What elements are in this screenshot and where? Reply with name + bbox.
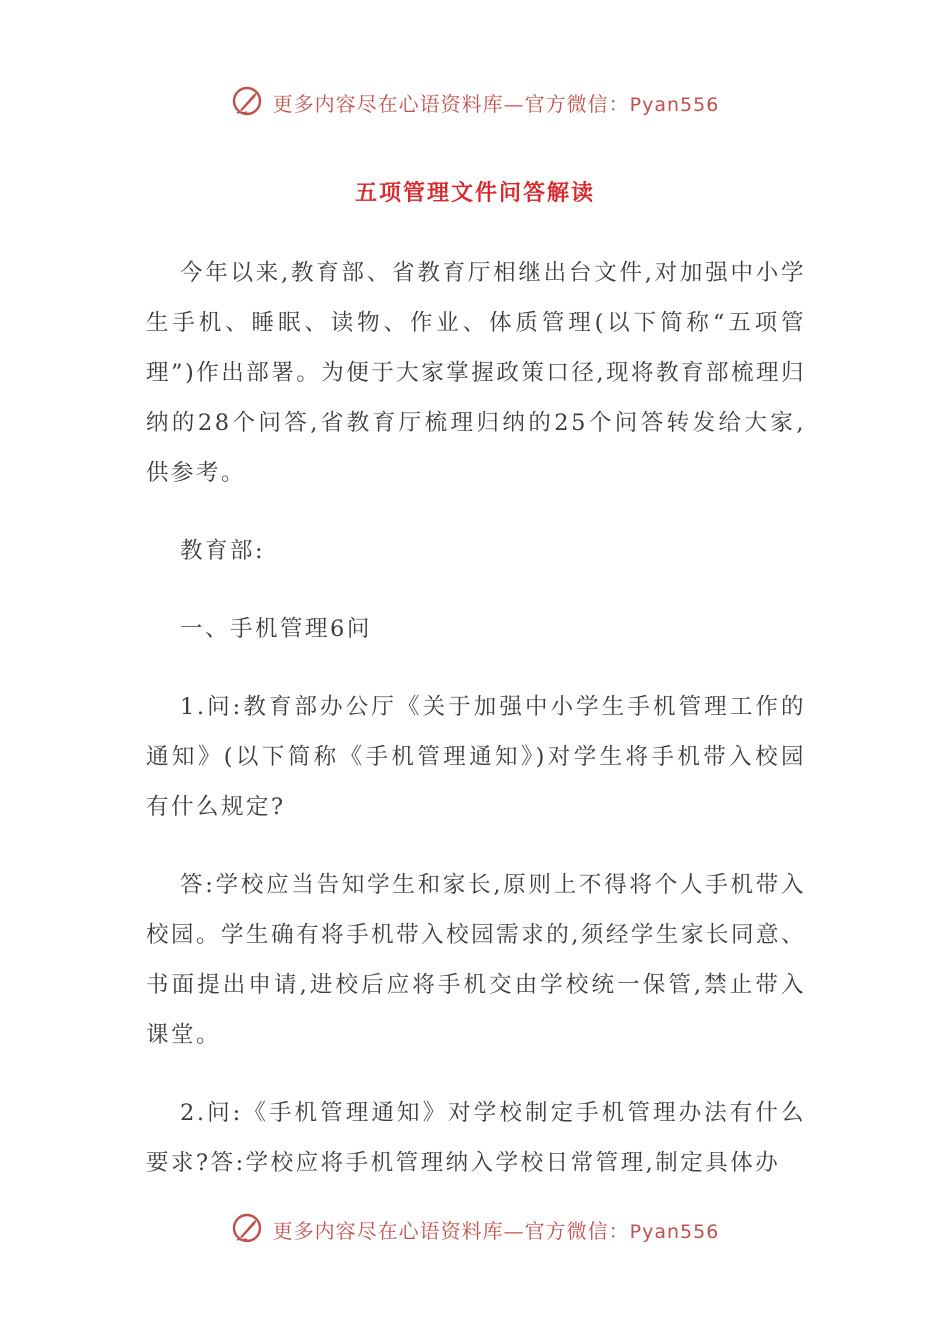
intro-paragraph: 今年以来,教育部、省教育厅相继出台文件,对加强中小学生手机、睡眠、读物、作业、体质管理(以下简称“五项管理”)作出部署。为便于大家掌握政策口径,现将教育部梳理归纳的28个问答,省教育厅梳理归纳的25个问答转发给大家,供参考。 xyxy=(146,260,806,486)
header-watermark-banner xyxy=(0,80,950,124)
document-body xyxy=(146,248,806,1216)
banner-brand: Pyan556 xyxy=(629,1220,720,1243)
question-paragraph: 2.问:《手机管理通知》对学校制定手机管理办法有什么要求?答:学校应将手机管理纳入学校日常管理,制定具体办 xyxy=(146,1100,806,1176)
banner-text: 更多内容尽在心语资料库—官方微信：Pyan556 xyxy=(272,91,720,116)
section-heading: 一、手机管理6问 xyxy=(180,616,372,642)
pen-logo-icon xyxy=(231,84,267,120)
banner-brand: Pyan556 xyxy=(629,93,720,116)
document-title: 五项管理文件问答解读 xyxy=(354,180,595,206)
footer-watermark-banner xyxy=(0,1207,950,1251)
pen-logo-icon xyxy=(231,1211,267,1247)
banner-text: 更多内容尽在心语资料库—官方微信：Pyan556 xyxy=(272,1218,720,1243)
section-label: 教育部: xyxy=(180,538,266,564)
answer-paragraph: 答:学校应当告知学生和家长,原则上不得将个人手机带入校园。学生确有将手机带入校园需求的,须经学生家长同意、书面提出申请,进校后应将手机交由学校统一保管,禁止带入课堂。 xyxy=(146,872,806,1048)
question-paragraph: 1.问:教育部办公厅《关于加强中小学生手机管理工作的通知》(以下简称《手机管理通知》)对学生将手机带入校园有什么规定? xyxy=(146,694,806,820)
